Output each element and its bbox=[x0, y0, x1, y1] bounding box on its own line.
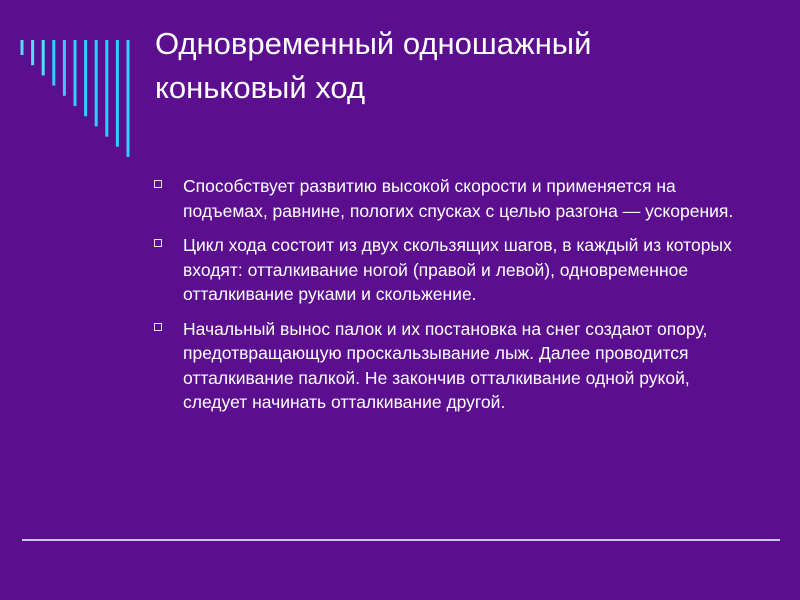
list-item bbox=[154, 233, 754, 307]
bullet-text: Цикл хода состоит из двух скользящих шагов, в каждый из которых входят: отталкивание ногой (правой и левой), одновременное отталкивание руками и скольжение. bbox=[183, 235, 732, 304]
title-line-2: коньковый ход bbox=[155, 70, 366, 105]
square-bullet-icon bbox=[154, 180, 162, 188]
square-bullet-icon bbox=[154, 239, 162, 247]
bullet-list bbox=[154, 174, 754, 425]
list-item bbox=[154, 317, 754, 415]
bullet-text: Способствует развитию высокой скорости и применяется на подъемах, равнине, пологих спусках с целью разгона — ускорения. bbox=[183, 176, 734, 221]
square-bullet-icon bbox=[154, 323, 162, 331]
bottom-divider bbox=[22, 539, 780, 541]
title-line-1: Одновременный одношажный bbox=[155, 26, 592, 61]
bullet-text: Начальный вынос палок и их постановка на снег создают опору, предотвращающую проскальзывание лыж. Далее проводится отталкивание палкой. Не закончив отталкивание одной рукой, следует начинать отталкивание другой. bbox=[183, 318, 708, 412]
slide-title bbox=[155, 22, 755, 110]
list-item bbox=[154, 174, 754, 223]
decorative-bars bbox=[0, 0, 140, 170]
